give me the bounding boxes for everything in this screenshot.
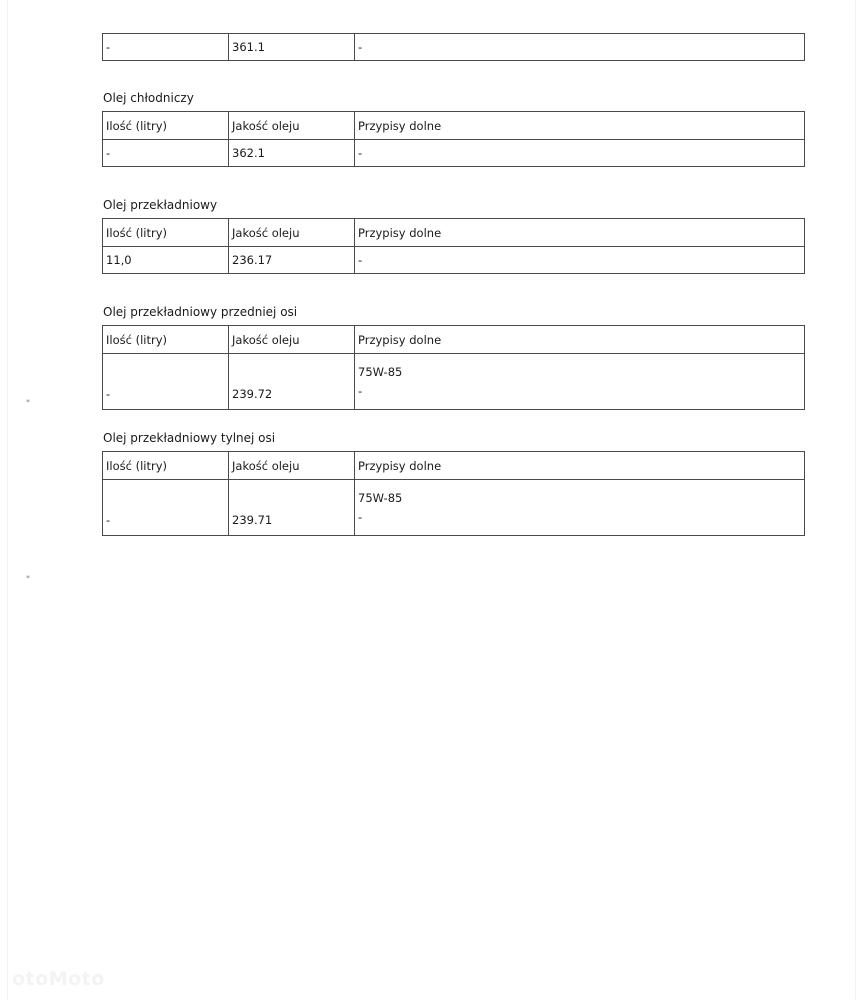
- table-row: [103, 247, 805, 274]
- footnote-viscosity: 75W-85: [358, 491, 403, 505]
- header-footnotes: Przypisy dolne: [355, 112, 805, 140]
- oil-table-continued: [102, 33, 805, 61]
- oil-quality-cell: 239.71: [229, 480, 355, 536]
- table-row: [103, 480, 805, 536]
- quantity-cell: -: [103, 140, 229, 167]
- header-footnotes: Przypisy dolne: [355, 452, 805, 480]
- table-header-row: [103, 112, 805, 140]
- oil-quality-cell: 239.72: [229, 354, 355, 410]
- oil-table-gear: [102, 218, 805, 274]
- header-oil-quality: Jakość oleju: [229, 112, 355, 140]
- footnote-cell: -: [355, 247, 805, 274]
- header-quantity: Ilość (litry): [103, 219, 229, 247]
- header-quantity: Ilość (litry): [103, 452, 229, 480]
- footnote-cell: -: [355, 34, 805, 61]
- quantity-cell: 11,0: [103, 247, 229, 274]
- section-title-gear-oil: Olej przekładniowy: [103, 198, 218, 212]
- document-page: [8, 0, 855, 1000]
- oil-quality-cell: 236.17: [229, 247, 355, 274]
- header-oil-quality: Jakość oleju: [229, 326, 355, 354]
- footnote-cell: [355, 480, 805, 536]
- oil-table-refrigerant: [102, 111, 805, 167]
- section-title-front-axle-oil: Olej przekładniowy przedniej osi: [103, 305, 298, 319]
- footnote-note: -: [358, 510, 363, 524]
- side-marker: *: [26, 398, 30, 407]
- oil-table-rear-axle: [102, 451, 805, 536]
- watermark-logo: otoMoto: [12, 968, 105, 990]
- table-row: [103, 354, 805, 410]
- section-title-refrigerant-oil: Olej chłodniczy: [103, 91, 194, 105]
- oil-table-front-axle: [102, 325, 805, 410]
- footnote-cell: [355, 354, 805, 410]
- quantity-cell: -: [103, 480, 229, 536]
- side-marker: *: [26, 574, 30, 583]
- header-quantity: Ilość (litry): [103, 112, 229, 140]
- quantity-cell: -: [103, 34, 229, 61]
- header-oil-quality: Jakość oleju: [229, 452, 355, 480]
- oil-quality-cell: 362.1: [229, 140, 355, 167]
- table-header-row: [103, 452, 805, 480]
- header-footnotes: Przypisy dolne: [355, 219, 805, 247]
- table-row: [103, 140, 805, 167]
- table-header-row: [103, 219, 805, 247]
- quantity-cell: -: [103, 354, 229, 410]
- header-footnotes: Przypisy dolne: [355, 326, 805, 354]
- section-title-rear-axle-oil: Olej przekładniowy tylnej osi: [103, 431, 276, 445]
- footnote-viscosity: 75W-85: [358, 365, 403, 379]
- footnote-cell: -: [355, 140, 805, 167]
- header-oil-quality: Jakość oleju: [229, 219, 355, 247]
- oil-quality-cell: 361.1: [229, 34, 355, 61]
- table-header-row: [103, 326, 805, 354]
- header-quantity: Ilość (litry): [103, 326, 229, 354]
- footnote-note: -: [358, 384, 363, 398]
- table-row: [103, 34, 805, 61]
